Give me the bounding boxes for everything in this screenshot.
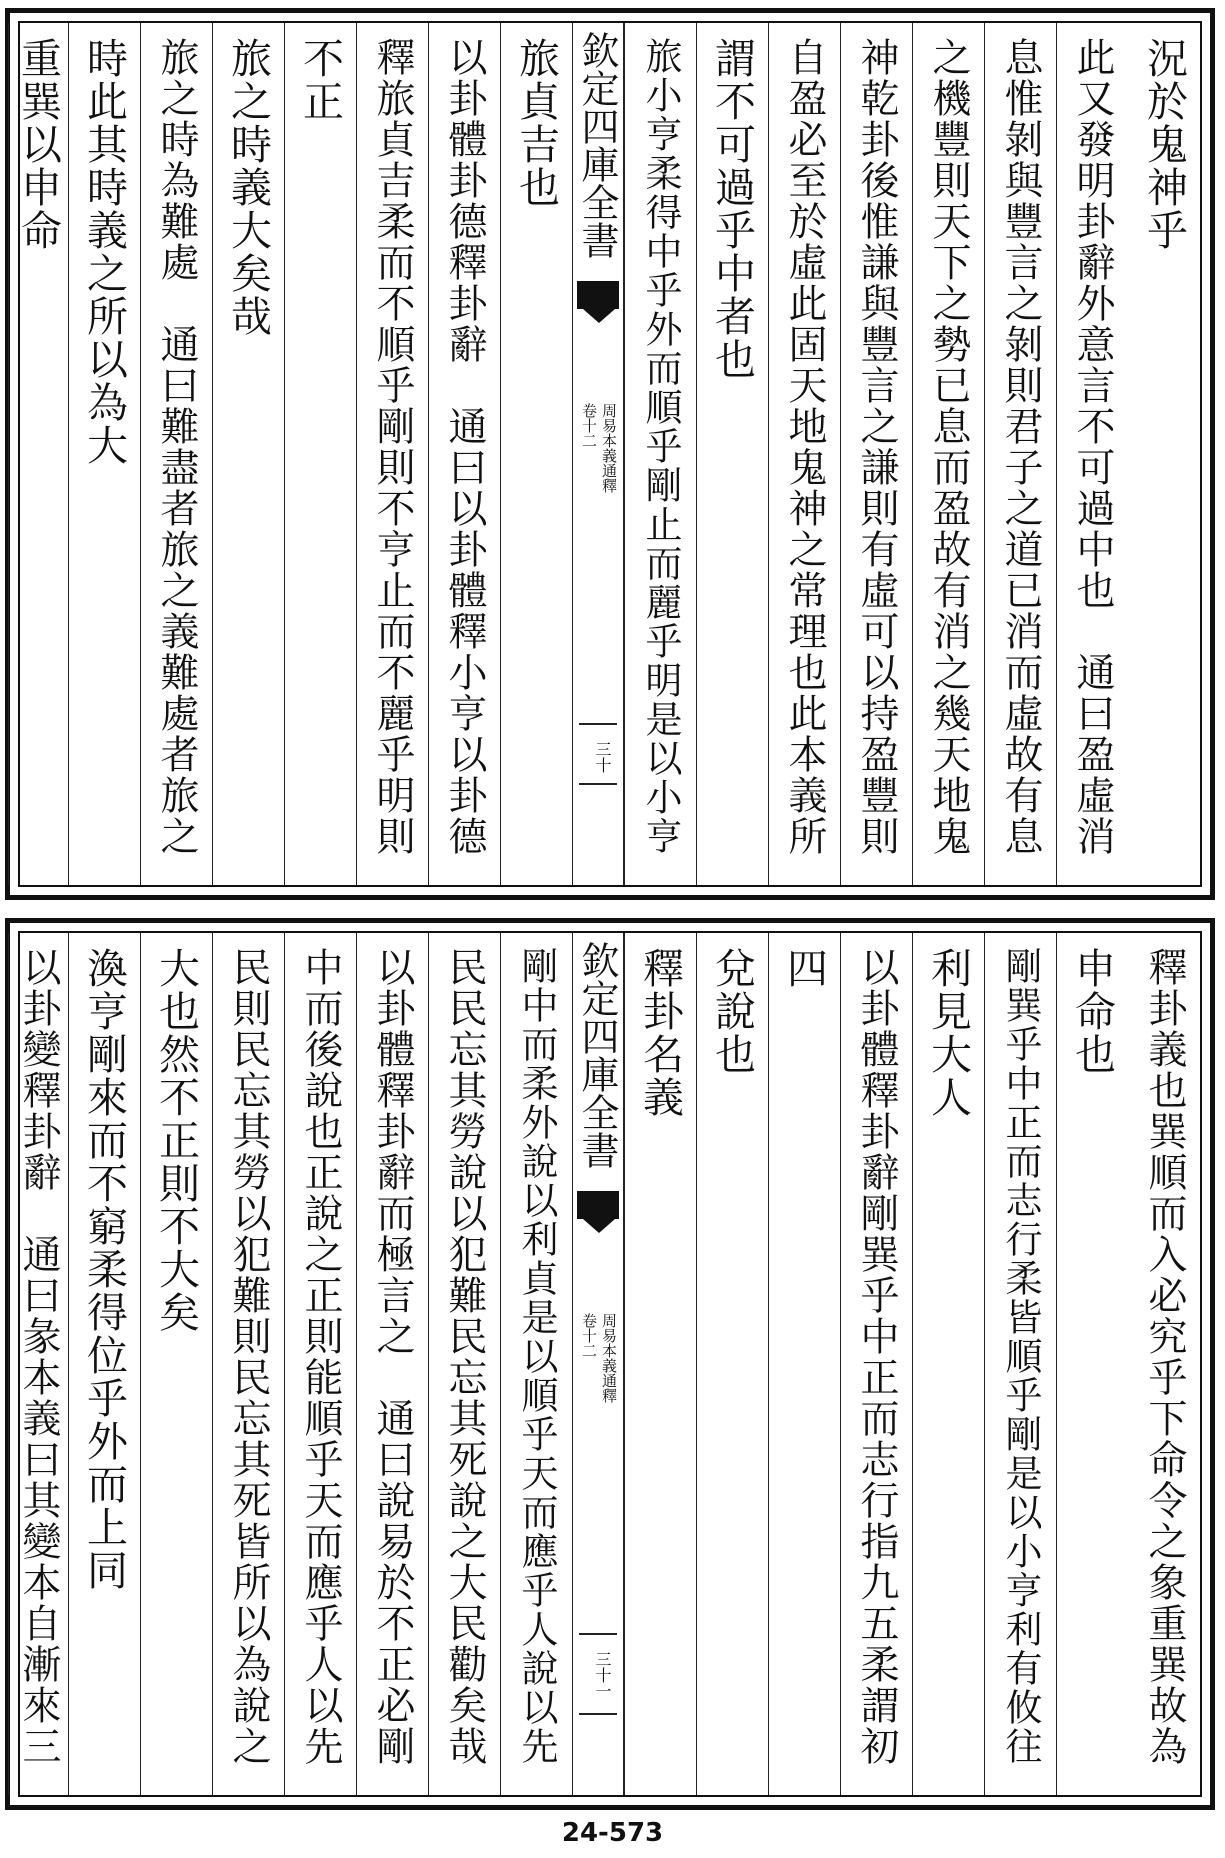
text-column: 剛中而柔外說以利貞是以順乎天而應乎人說以先 <box>500 933 572 1795</box>
fold-page-number: 三十一 <box>593 1651 612 1699</box>
fish-tail-mark-point <box>583 309 615 323</box>
text-column: 時此其時義之所以為大 <box>68 23 140 885</box>
text-column: 利見大人 <box>912 933 984 1795</box>
text-column: 神乾卦後惟謙與豐言之謙則有虛可以持盈豐則 <box>840 23 912 885</box>
text-column: 旅貞吉也 <box>500 23 572 885</box>
text-column: 釋卦名義 <box>624 933 696 1795</box>
text-column: 剛巽乎中正而志行柔皆順乎剛是以小亨利有攸往 <box>984 933 1056 1795</box>
text-column: 民民忘其勞說以犯難民忘其死說之大民勸矣哉 <box>428 933 500 1795</box>
fish-tail-mark-point <box>583 1219 615 1233</box>
text-column: 大也然不正則不大矣 <box>140 933 212 1795</box>
text-column: 民則民忘其勞以犯難則民忘其死皆所以為說之 <box>212 933 284 1795</box>
lower-page <box>5 918 1215 1810</box>
text-column: 釋旅貞吉柔而不順乎剛則不亨止而不麗乎明則 <box>356 23 428 885</box>
fold-rule <box>579 723 617 725</box>
fold-title: 欽定四庫全書 <box>575 31 619 259</box>
text-column: 以卦體釋卦辭剛巽乎中正而志行指九五柔謂初 <box>840 933 912 1795</box>
text-column: 中而後說也正說之正則能順乎天而應乎人以先 <box>284 933 356 1795</box>
text-column: 此又發明卦辭外意言不可過中也 通曰盈虛消 <box>1056 23 1128 885</box>
fold-book-name: 周易本義通釋 <box>600 403 618 493</box>
center-fold <box>572 23 624 885</box>
text-column: 旅小亨柔得中乎外而順乎剛止而麗乎明是以小亨 <box>624 23 696 885</box>
text-column: 不正 <box>284 23 356 885</box>
text-column: 自盈必至於虛此固天地鬼神之常理也此本義所 <box>768 23 840 885</box>
fish-tail-mark <box>577 1191 619 1219</box>
text-column: 之機豐則天下之勢已息而盈故有消之幾天地鬼 <box>912 23 984 885</box>
fish-tail-mark <box>577 281 619 309</box>
text-column: 渙亨剛來而不窮柔得位乎外而上同 <box>68 933 140 1795</box>
text-column: 釋卦義也巽順而入必究乎下命令之象重巽故為 <box>1142 947 1187 1767</box>
text-column: 況於鬼神乎 <box>1140 37 1188 252</box>
upper-page <box>5 8 1215 900</box>
lower-page-frame <box>18 931 1202 1797</box>
fold-page-number: 三十 <box>593 741 612 773</box>
fold-rule <box>579 783 617 785</box>
fold-volume: 卷十二 <box>580 403 598 448</box>
fold-book-name: 周易本義通釋 <box>600 1313 618 1403</box>
text-column: 四 <box>768 933 840 1795</box>
upper-page-frame <box>14 21 1202 887</box>
page-number-footer: 24-573 <box>561 1818 664 1848</box>
fold-title: 欽定四庫全書 <box>575 941 619 1169</box>
text-column: 以卦體釋卦辭而極言之 通曰說易於不正必剛 <box>356 933 428 1795</box>
text-column: 以卦變釋卦辭 通曰彖本義曰其變本自漸來三 <box>8 933 68 1795</box>
text-column: 旅之時義大矣哉 <box>212 23 284 885</box>
text-column: 謂不可過乎中者也 <box>696 23 768 885</box>
text-column: 以卦體卦德釋卦辭 通曰以卦體釋小亨以卦德 <box>428 23 500 885</box>
text-column: 重巽以申命 <box>8 23 68 885</box>
text-column: 息惟剝與豐言之剝則君子之道已消而虛故有息 <box>984 23 1056 885</box>
fold-volume: 卷十二 <box>580 1313 598 1358</box>
fold-rule <box>579 1713 617 1715</box>
fold-rule <box>579 1633 617 1635</box>
text-column: 旅之時為難處 通曰難盡者旅之義難處者旅之 <box>140 23 212 885</box>
text-column: 申命也 <box>1056 933 1128 1795</box>
center-fold <box>572 933 624 1795</box>
text-column: 兌說也 <box>696 933 768 1795</box>
